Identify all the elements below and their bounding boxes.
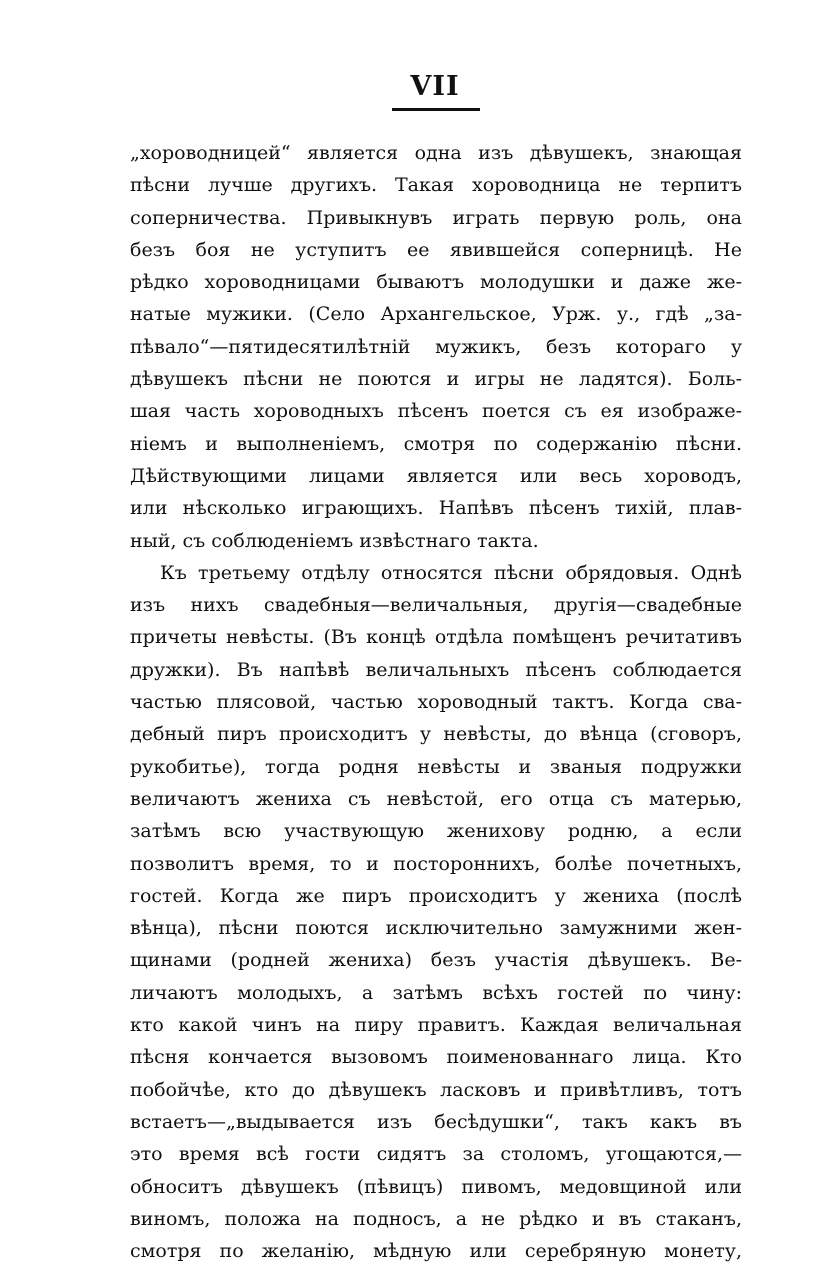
text-line: соперничества. Привыкнувъ играть первую роль, она: [130, 206, 742, 229]
text-line: пѣсни лучше другихъ. Такая хороводница не терпитъ: [130, 174, 742, 197]
text-line: вѣнца), пѣсни поются исключительно замужними жен-: [130, 917, 742, 940]
text-line: встаетъ—„выдывается изъ бесѣдушки“, такъ какъ въ: [130, 1110, 742, 1133]
body-text: [130, 137, 742, 1267]
text-line: щинами (родней жениха) безъ участія дѣвушекъ. Ве-: [130, 949, 742, 972]
paragraph-1: [130, 137, 742, 557]
text-line: дѣвушекъ пѣсни не поются и игры не ладятся). Боль-: [130, 368, 742, 391]
text-line: рѣдко хороводницами бываютъ молодушки и даже же-: [130, 271, 742, 294]
page-number: VII: [410, 71, 460, 102]
text-line: позволитъ время, то и постороннихъ, болѣе почетныхъ,: [130, 852, 742, 875]
text-line: причеты невѣсты. (Въ концѣ отдѣла помѣщенъ речитативъ: [130, 626, 742, 649]
paragraph-2: [130, 557, 742, 1267]
text-line: личаютъ молодыхъ, а затѣмъ всѣхъ гостей по чину:: [130, 981, 742, 1004]
text-line: пѣвало“—пятидесятилѣтній мужикъ, безъ котораго у: [130, 335, 742, 358]
text-line: или нѣсколько играющихъ. Напѣвъ пѣсенъ тихій, плав-: [130, 497, 742, 520]
text-line: виномъ, положа на подносъ, а не рѣдко и въ стаканъ,: [130, 1207, 742, 1230]
text-line: пѣсня кончается вызовомъ поименованнаго лица. Кто: [130, 1046, 742, 1069]
text-line: дружки). Въ напѣвѣ величальныхъ пѣсенъ соблюдается: [130, 658, 742, 681]
text-line: ніемъ и выполненіемъ, смотря по содержанію пѣсни.: [130, 432, 742, 455]
text-line: Дѣйствующими лицами является или весь хороводъ,: [130, 464, 742, 487]
text-line: смотря по желанію, мѣдную или серебряную монету,: [130, 1240, 742, 1263]
text-line: безъ боя не уступитъ ее явившейся соперницѣ. Не: [130, 238, 742, 261]
text-line: затѣмъ всю участвующую женихову родню, а если: [130, 820, 742, 843]
text-line: это время всѣ гости сидятъ за столомъ, угощаются,—: [130, 1143, 742, 1166]
text-line: гостей. Когда же пиръ происходитъ у жениха (послѣ: [130, 884, 742, 907]
page-number-rule: [392, 108, 480, 111]
text-line: частью плясовой, частью хороводный тактъ. Когда сва-: [130, 691, 742, 714]
text-line: шая часть хороводныхъ пѣсенъ поется съ ея изображе-: [130, 400, 742, 423]
text-line: изъ нихъ свадебныя—величальныя, другія—свадебные: [130, 594, 742, 617]
text-line: Къ третьему отдѣлу относятся пѣсни обрядовыя. Однѣ: [160, 561, 742, 584]
text-line: обноситъ дѣвушекъ (пѣвицъ) пивомъ, медовщиной или: [130, 1175, 742, 1198]
text-line: рукобитье), тогда родня невѣсты и званыя подружки: [130, 755, 742, 778]
text-line: величаютъ жениха съ невѣстой, его отца съ матерью,: [130, 787, 742, 810]
text-line: дебный пиръ происходитъ у невѣсты, до вѣнца (сговоръ,: [130, 723, 742, 746]
text-line: ный, съ соблюденіемъ извѣстнаго такта.: [130, 529, 539, 552]
text-line: „хороводницей“ является одна изъ дѣвушекъ, знающая: [130, 142, 742, 164]
text-line: побойчѣе, кто до дѣвушекъ ласковъ и привѣтливъ, тотъ: [130, 1078, 742, 1101]
text-line: натые мужики. (Село Архангельское, Урж. у., гдѣ „за-: [130, 303, 742, 326]
text-line: кто какой чинъ на пиру правитъ. Каждая величальная: [130, 1014, 742, 1037]
